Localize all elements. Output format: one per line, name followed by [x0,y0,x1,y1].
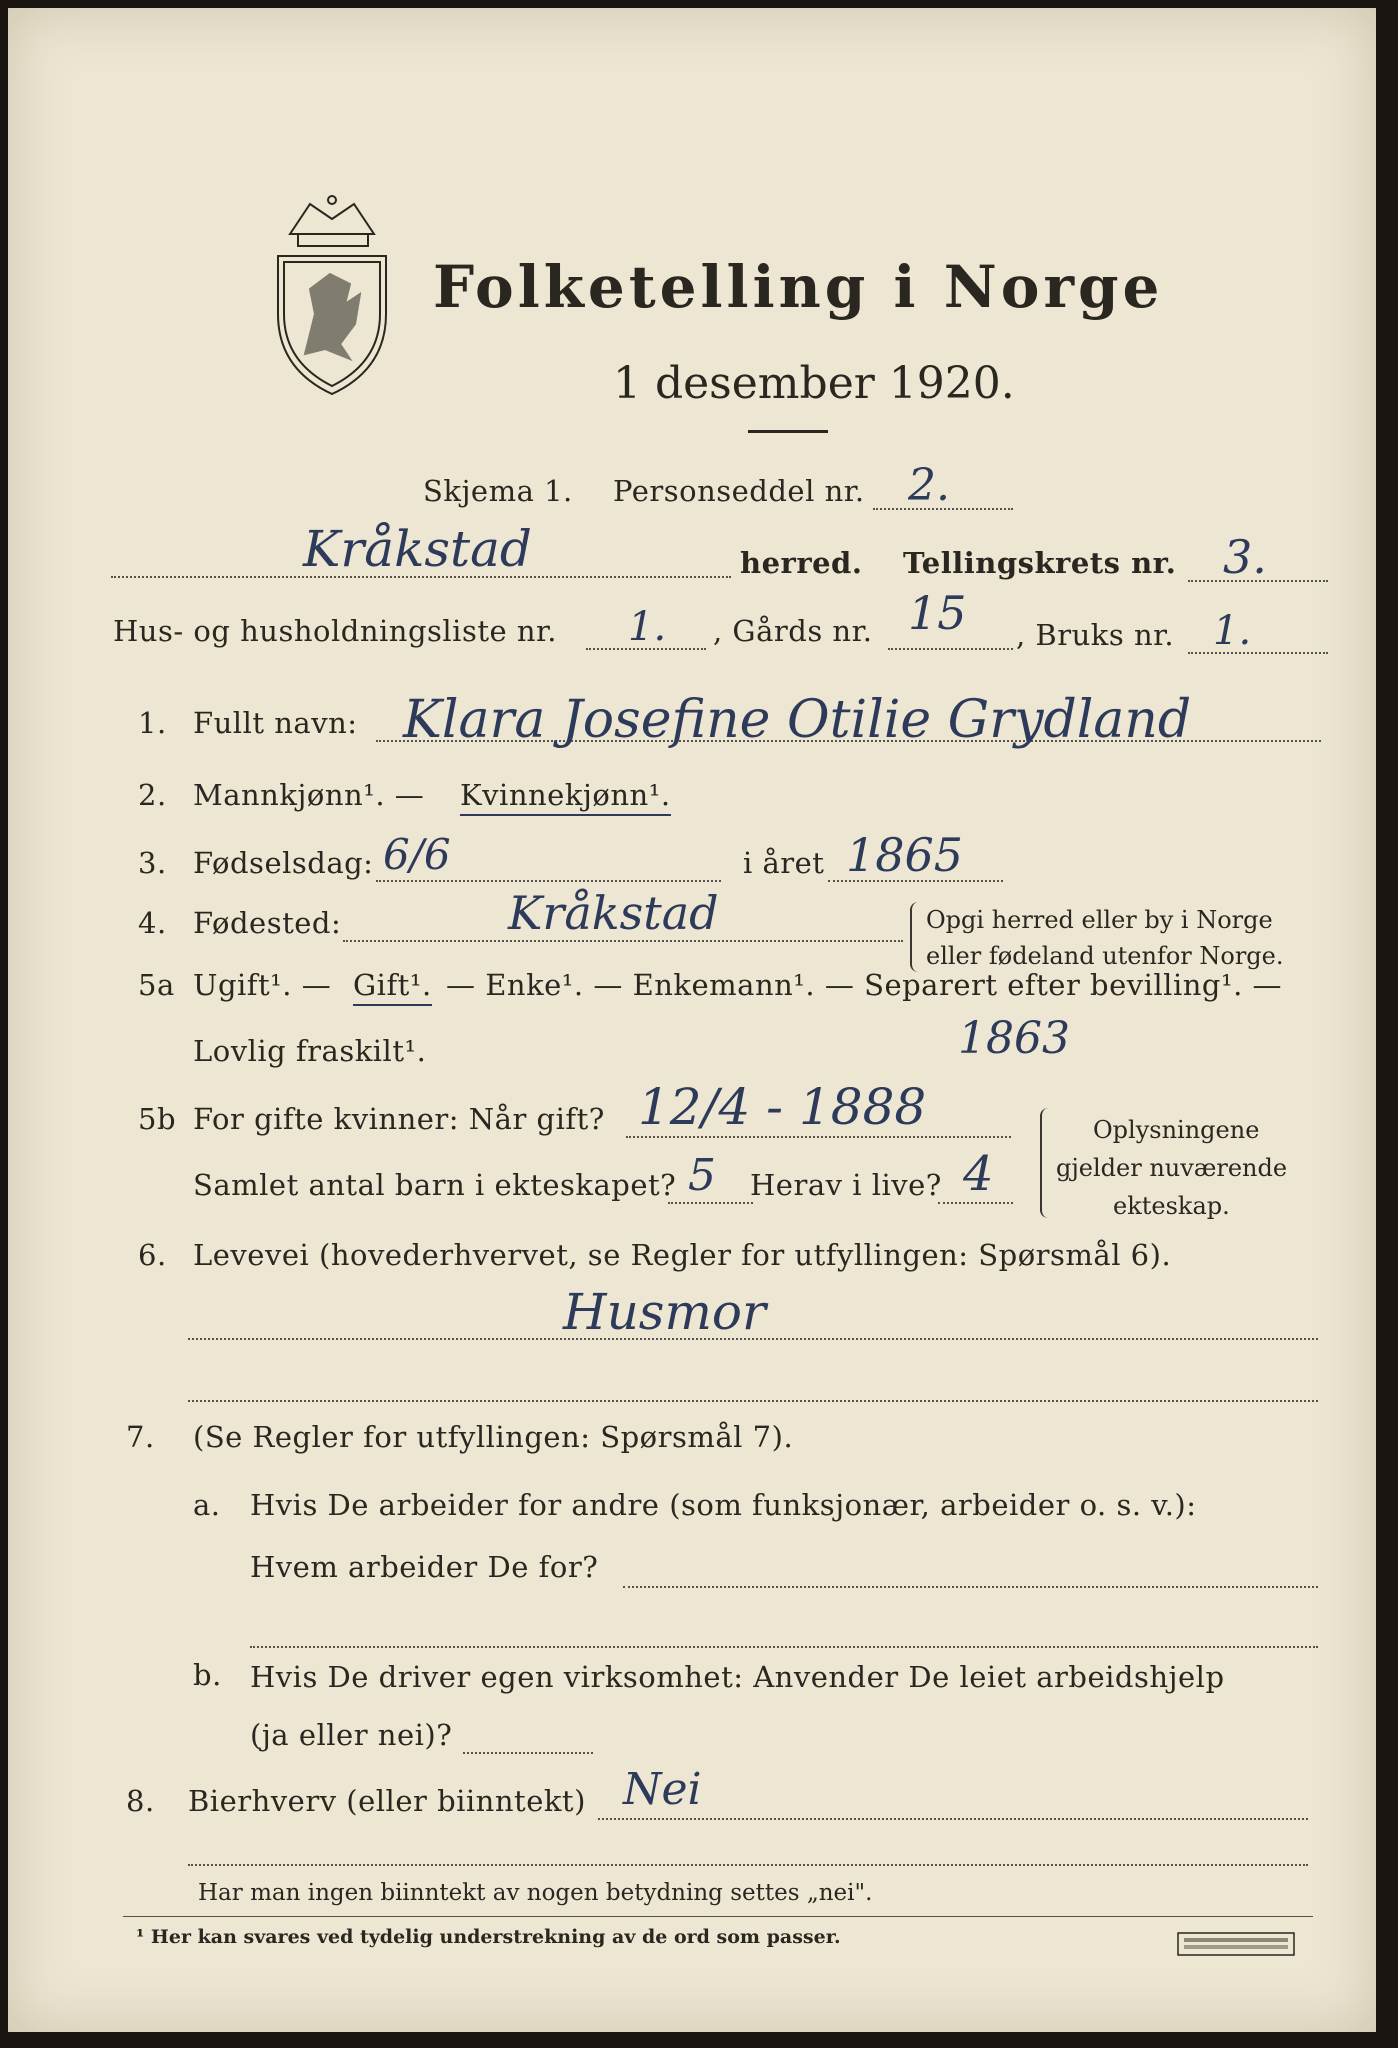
q1-number: 1. [138,706,167,740]
bruks-line [1188,652,1328,654]
q5b-children-label: Samlet antal barn i ekteskapet? [193,1168,677,1202]
q5a-fraskilt: Lovlig fraskilt¹. [193,1034,427,1068]
q7a-line2-label: Hvem arbeider De for? [250,1550,599,1584]
tellingskrets-value: 3. [1223,530,1267,584]
census-date: 1 desember 1920. [613,358,1015,409]
q4-note-line1: Opgi herred eller by i Norge [926,906,1273,934]
q4-line [343,940,903,942]
q5b-note-line1: Oplysningene [1093,1116,1260,1144]
q5b-note-line3: ekteskap. [1113,1192,1230,1220]
q2-female: Kvinnekjønn¹. [460,778,671,816]
q3-label: Fødselsdag: [193,846,374,880]
footnote: ¹ Her kan svares ved tydelig understrekning av de ord som passer. [136,1926,841,1948]
q7-number: 7. [126,1420,155,1454]
q4-number: 4. [138,906,167,940]
q7a-letter: a. [193,1488,221,1522]
q8-line1 [598,1818,1308,1820]
hus-value: 1. [628,604,667,650]
tellingskrets-label: Tellingskrets nr. [903,546,1177,580]
q6-label: Levevei (hovederhvervet, se Regler for utfyllingen: Spørsmål 6). [193,1238,1172,1272]
q5b-label: For gifte kvinner: Når gift? [193,1102,605,1136]
q4-note-line2: eller fødeland utenfor Norge. [926,942,1284,970]
q7a-label: Hvis De arbeider for andre (som funksjonær, arbeider o. s. v.): [250,1488,1197,1522]
title-divider [748,430,828,433]
q3-year-label: i året [743,846,825,880]
q5a-gift: Gift¹. [353,968,432,1006]
form-title: Folketelling i Norge [433,253,1164,321]
q5b-alive-label: Herav i live? [750,1168,942,1202]
footnote-divider [123,1916,1313,1917]
q5a-other-options: — Enke¹. — Enkemann¹. — Separert efter bevilling¹. — [446,968,1283,1002]
gards-value: 15 [908,586,967,640]
gards-label: , Gårds nr. [713,614,873,648]
herred-value: Kråkstad [303,520,532,578]
printer-stamp-icon [1176,1930,1296,1958]
q1-value: Klara Josefine Otilie Grydland [403,690,1192,750]
bruks-value: 1. [1213,608,1252,654]
q5b-note-line2: gjelder nuværende [1056,1154,1288,1182]
q5b-line [626,1136,1011,1138]
q5b-note-brace [1040,1108,1050,1218]
hus-label: Hus- og husholdningsliste nr. [113,614,557,648]
q7a-answer-line1 [623,1586,1318,1588]
q4-value: Kråkstad [508,886,719,940]
q5b-value: 12/4 - 1888 [638,1078,927,1136]
gards-line [888,648,1013,650]
q7b-line2-label: (ja eller nei)? [250,1718,453,1752]
q7b-letter: b. [193,1658,222,1692]
q5b-alive-value: 4 [963,1146,994,1202]
census-form-page [8,8,1376,2032]
q5b-alive-line [938,1202,1013,1204]
q5b-children-value: 5 [688,1150,716,1201]
q5a-number: 5a [138,968,175,1002]
q6-number: 6. [138,1238,167,1272]
q7a-answer-line2 [250,1646,1318,1648]
personseddel-label: Personseddel nr. [613,474,865,508]
skjema-label: Skjema 1. [423,474,573,508]
q6-line2 [188,1400,1318,1402]
q8-number: 8. [126,1784,155,1818]
bruks-label: , Bruks nr. [1016,618,1175,652]
q7-label: (Se Regler for utfyllingen: Spørsmål 7). [193,1420,794,1454]
q4-label: Fødested: [193,906,342,940]
q3-line [376,880,721,882]
personseddel-value: 2. [908,460,950,511]
q7b-label: Hvis De driver egen virksomhet: Anvender De leiet arbeidshjelp [250,1660,1225,1694]
q2-male: Mannkjønn¹. — [193,778,425,812]
q6-value: Husmor [563,1283,766,1341]
q1-label: Fullt navn: [193,706,358,740]
q8-note: Har man ingen biinntekt av nogen betydning settes „nei". [198,1880,873,1906]
q5a-ugift: Ugift¹. — [193,968,332,1002]
q3-year-value: 1865 [846,828,964,882]
q3-number: 3. [138,846,167,880]
q8-value: Nei [623,1764,702,1815]
q8-label: Bierhverv (eller biinntekt) [188,1784,586,1818]
q7b-answer-line [463,1752,593,1754]
coat-of-arms-icon [270,194,395,399]
q8-line2 [188,1864,1308,1866]
q5a-extra-value: 1863 [958,1013,1070,1064]
q2-number: 2. [138,778,167,812]
q5b-number: 5b [138,1102,177,1136]
q3-value: 6/6 [383,830,451,879]
q5b-children-line [668,1202,753,1204]
herred-label: herred. [740,546,863,580]
q4-note-brace [910,902,920,972]
